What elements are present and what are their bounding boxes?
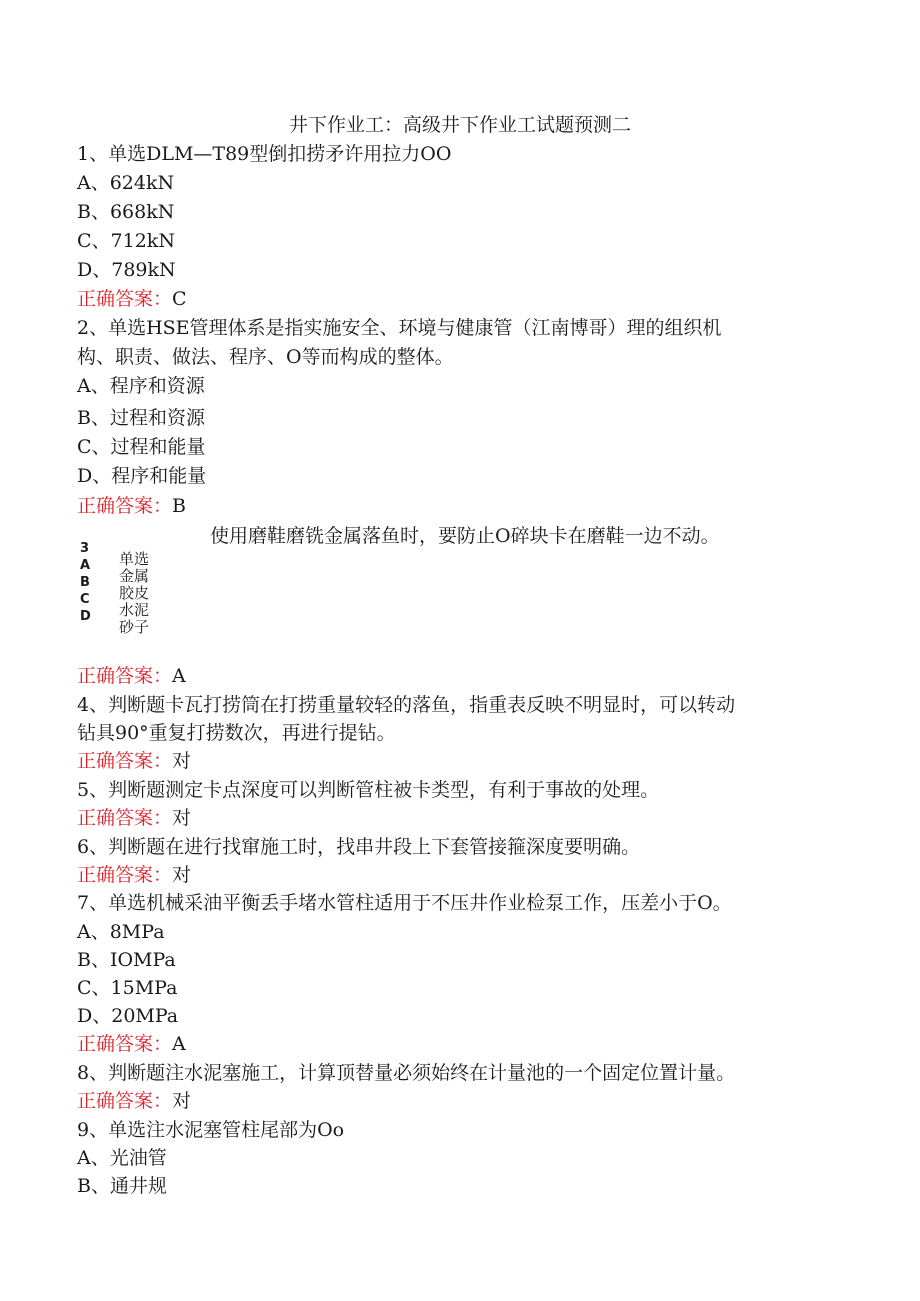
q4-answer [77,748,191,774]
q7-answer [77,1031,186,1057]
question-4-stem-line-1: 4、判断题卡瓦打捞筒在打捞重量较轻的落鱼，指重表反映不明显时，可以转动 [77,694,736,716]
question-8-stem: 8、判断题注水泥塞施工，计算顶替量必须始终在计量池的一个固定位置计量。 [77,1062,736,1084]
answer-label: 正确答案： [77,750,173,772]
question-4-stem-line-2: 钻具90°重复打捞数次，再进行提钻。 [77,722,396,744]
q3-side-label: B [80,575,90,590]
q3-side-label: 3 [80,541,90,556]
question-3-side-labels [80,540,91,625]
q7-option-c: C、15MPa [77,977,178,999]
q8-answer [77,1088,191,1114]
q7-option-b: B、IOMPa [77,949,176,971]
q1-option-d: D、789kN [77,259,176,281]
q9-option-b: B、通井规 [77,1175,167,1197]
q6-answer [77,862,191,888]
q3-side-label: A [80,558,91,573]
q3-option-1: 单选 [119,550,150,568]
q1-option-a: A、624kN [77,172,175,194]
question-2-stem-line-1: 2、单选HSE管理体系是指实施安全、环境与健康管（江南博哥）理的组织机 [77,317,722,339]
q3-side-label: D [80,609,91,624]
answer-label: 正确答案： [77,1033,173,1055]
question-1-stem: 1、单选DLM—T89型倒扣捞矛许用拉力OO [77,143,452,165]
q1-option-c: C、712kN [77,230,175,252]
q2-option-a: A、程序和资源 [77,375,205,397]
answer-label: 正确答案： [77,495,173,517]
q1-answer [77,286,187,312]
question-3-stem: 使用磨鞋磨铣金属落鱼时，要防止O碎块卡在磨鞋一边不动。 [210,525,720,547]
answer-value: 对 [172,1090,192,1112]
q2-option-d: D、程序和能量 [77,465,207,487]
q3-answer [77,663,186,689]
answer-label: 正确答案： [77,1090,173,1112]
answer-value: C [172,288,187,310]
answer-label: 正确答案： [77,665,173,687]
answer-value: 对 [172,750,192,772]
q3-option-3: 胶皮 [119,584,150,602]
q2-option-c: C、过程和能量 [77,436,206,458]
q7-option-d: D、20MPa [77,1005,179,1027]
answer-value: 对 [172,807,192,829]
question-9-stem: 9、单选注水泥塞管柱尾部为Oo [77,1119,345,1141]
answer-label: 正确答案： [77,807,173,829]
answer-value: 对 [172,864,192,886]
q7-option-a: A、8MPa [77,921,165,943]
q3-option-5: 砂子 [119,618,150,636]
q5-answer [77,805,191,831]
q3-option-2: 金属 [119,567,150,585]
q2-option-b: B、过程和资源 [77,407,205,429]
answer-value: A [172,665,186,687]
question-2-stem-line-2: 构、职责、做法、程序、O等而构成的整体。 [77,346,454,368]
q3-side-label: C [80,592,90,607]
question-5-stem: 5、判断题测定卡点深度可以判断管柱被卡类型，有利于事故的处理。 [77,779,660,801]
answer-label: 正确答案： [77,864,173,886]
question-6-stem: 6、判断题在进行找窜施工时，找串井段上下套管接箍深度要明确。 [77,836,641,858]
answer-value: A [172,1033,186,1055]
q1-option-b: B、668kN [77,201,175,223]
answer-label: 正确答案： [77,288,173,310]
q9-option-a: A、光油管 [77,1147,167,1169]
page-title: 井下作业工：高级井下作业工试题预测二 [288,114,631,136]
q3-option-4: 水泥 [119,601,150,619]
answer-value: B [172,495,186,517]
question-7-stem: 7、单选机械采油平衡丢手堵水管柱适用于不压井作业检泵工作，压差小于O。 [77,892,732,914]
q2-answer [77,493,186,519]
